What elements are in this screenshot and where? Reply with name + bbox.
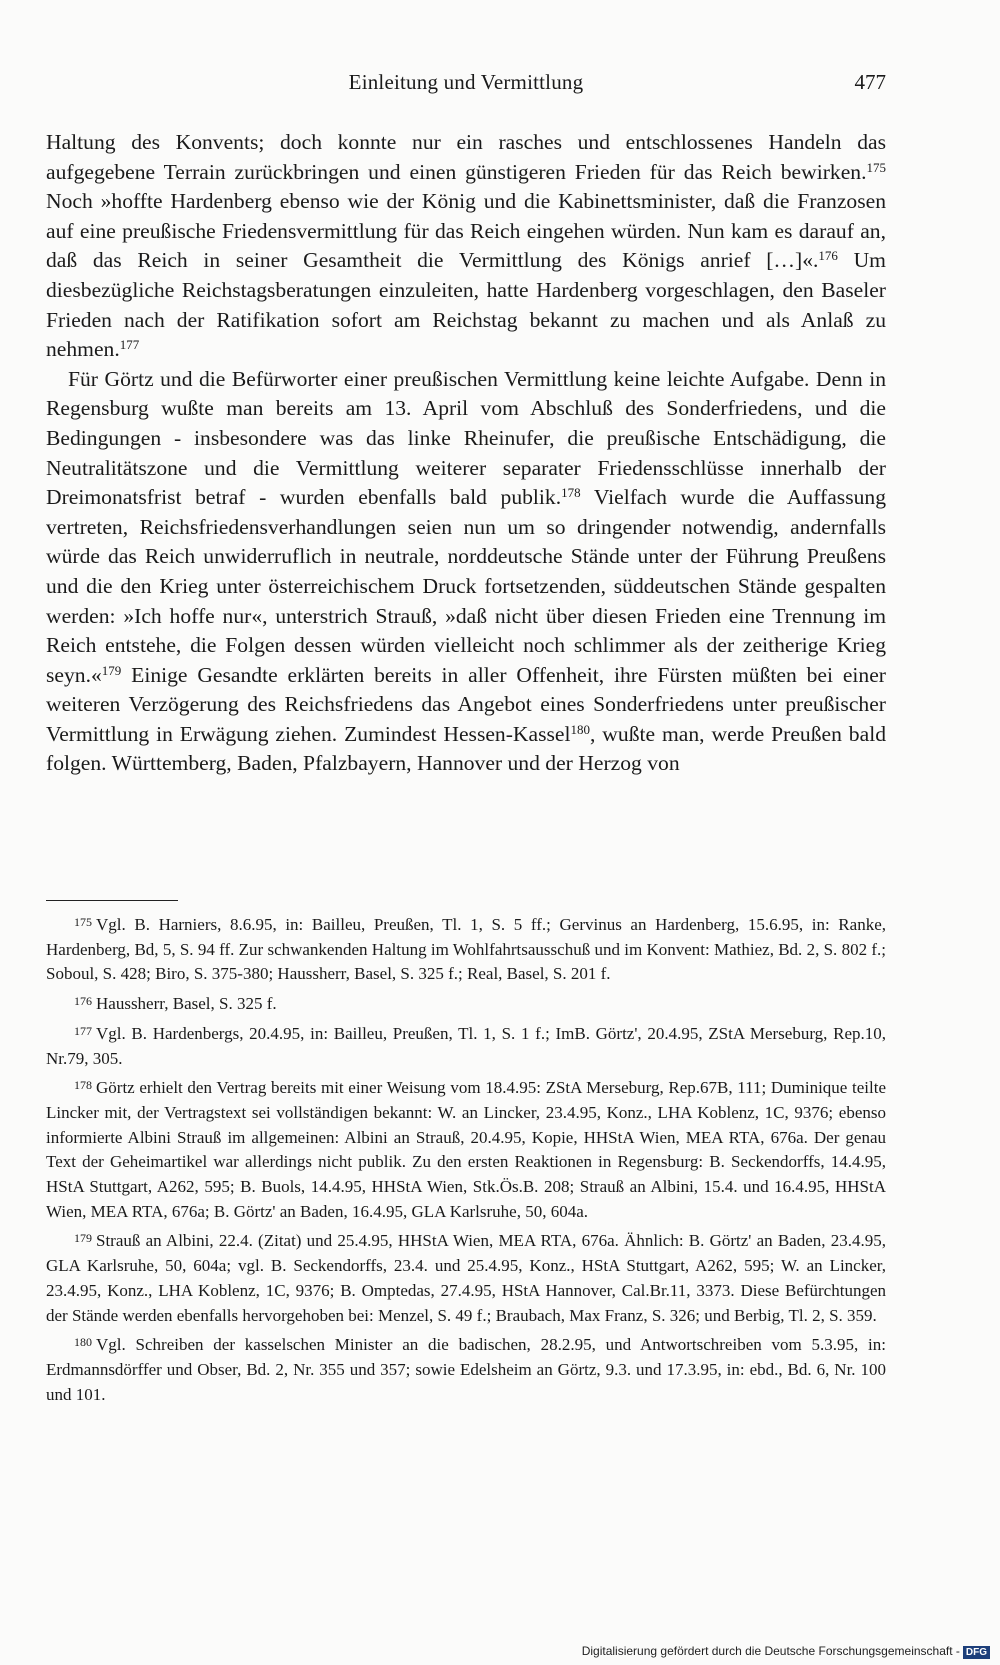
text-run: Noch »hoffte Hardenberg ebenso wie der König und die Kabinettsminister, daß die Franzosen auf eine preußische Friedensvermittlung für das Reich eingehen würden. Nun kam es darauf an, daß das Reich in seiner Gesamtheit die Vermittlung des Königs anrief […]«. — [46, 189, 886, 273]
digitization-credit — [582, 1644, 990, 1659]
footnote-number: 175 — [74, 915, 92, 929]
footnote — [46, 989, 886, 1017]
text-run: Einige Gesandte erklärten bereits in aller Offenheit, ihre Fürsten müßten bei einer weiteren Verzögerung des Reichsfriedens das Angebot eines Sonderfriedens unter preußischer Vermittlung in Erwägung ziehen. Zumindest Hessen-Kassel — [46, 662, 886, 746]
footnote — [46, 910, 886, 987]
footnote-text: Strauß an Albini, 22.4. (Zitat) und 25.4.95, HHStA Wien, MEA RTA, 676a. Ähnlich: B. Görtz' an Baden, 23.4.95, GLA Karlsruhe, 50, 604a; vgl. B. Seckendorffs, 23.4. und 25.4.95, Konz., HStA Stuttgart, A262, 595; W. an Lincker, 23.4.95, Konz., LHA Koblenz, 1C, 9376; B. Omptedas, 27.4.95, HStA Hannover, Cal.Br.11, 3373. Diese Befürchtungen der Stände werden ebenfalls hervorgehoben bei: Menzel, S. 49 f.; Braubach, Max Franz, S. 326; und Berbig, Tl. 2, S. 359. — [46, 1231, 886, 1325]
footnote-divider — [46, 900, 178, 901]
page-header — [46, 70, 886, 100]
footnote-ref: 178 — [561, 485, 581, 501]
running-title: Einleitung und Vermittlung — [348, 70, 584, 94]
text-run: Haltung des Konvents; doch konnte nur ein rasches und entschlossenes Handeln das aufgegebene Terrain zurückbringen und einen günstigeren Frieden für das Reich bewirken. — [46, 130, 886, 184]
footnote — [46, 1330, 886, 1407]
credit-text: Digitalisierung gefördert durch die Deutsche Forschungsgemeinschaft - — [581, 1644, 960, 1658]
dfg-logo: DFG — [963, 1646, 990, 1659]
text-run: Um diesbezügliche Reichstagsberatungen einzuleiten, hatte Hardenberg vorgeschlagen, den Baseler Frieden nach der Ratifikation sofort am Reichstag bekannt zu machen und als Anlaß zu nehmen. — [46, 248, 886, 362]
footnote-ref: 175 — [866, 159, 886, 175]
footnote — [46, 1226, 886, 1328]
footnote-ref: 179 — [101, 662, 122, 678]
footnote — [46, 1073, 886, 1224]
page-number: 477 — [854, 70, 886, 94]
footnote — [46, 1019, 886, 1071]
main-text — [46, 128, 886, 779]
footnote-text: Vgl. B. Hardenbergs, 20.4.95, in: Bailleu, Preußen, Tl. 1, S. 1 f.; ImB. Görtz', 20.4.95, ZStA Merseburg, Rep.10, Nr.79, 305. — [46, 1023, 886, 1068]
footnote-number: 180 — [74, 1335, 92, 1350]
footnote-number: 177 — [74, 1023, 92, 1038]
footnote-text: Haussherr, Basel, S. 325 f. — [96, 994, 277, 1014]
text-run: , wußte man, werde Preußen bald folgen. Württemberg, Baden, Pfalzbayern, Hannover und der Herzog von — [46, 721, 886, 776]
paragraph — [46, 365, 886, 779]
footnote-ref: 176 — [818, 248, 838, 264]
text-run: Für Görtz und die Befürworter einer preußischen Vermittlung keine leichte Aufgabe. Denn in Regensburg wußte man bereits am 13. April vom Abschluß des Sonderfriedens, und die Bedingungen - insbesondere was das linke Rheinufer, die preußische Entschädigung, die Neutralitätszone und die Vermittlung weiterer separater Friedensschlüsse innerhalb der Dreimonatsfrist betraf - wurden ebenfalls bald publik. — [46, 366, 886, 510]
footnote-text: Vgl. B. Harniers, 8.6.95, in: Bailleu, Preußen, Tl. 1, S. 5 ff.; Gervinus an Hardenberg, 15.6.95, in: Ranke, Hardenberg, Bd, 5, S. 94 ff. Zur schwankenden Haltung im Wohlfahrtsausschuß und im Konvent: Mathiez, Bd. 2, S. 802 f.; Soboul, S. 428; Biro, S. 375-380; Haussherr, Basel, S. 325 f.; Real, Basel, S. 201 f. — [46, 915, 886, 984]
text-run: Vielfach wurde die Auffassung vertreten, Reichsfriedensverhandlungen seien nun um so dringender notwendig, andernfalls würde das Reich unwiderruflich in neutrale, norddeutsche Stände unter der Führung Preußens und die den Krieg unter österreichischem Druck fortsetzenden, süddeutschen Stände gespalten werden: »Ich hoffe nur«, unterstrich Strauß, »daß nicht über diesen Frieden eine Trennung im Reich entstehe, die Folgen dessen würden vielleicht noch schlimmer als der zeitherige Krieg seyn.« — [46, 485, 887, 687]
footnote-number: 178 — [74, 1078, 92, 1093]
footnote-text: Vgl. Schreiben der kasselschen Minister an die badischen, 28.2.95, und Antwortschreiben vom 5.3.95, in: Erdmannsdörffer und Obser, Bd. 2, Nr. 355 und 357; sowie Edelsheim an Görtz, 9.3. und 17.3.95, in: ebd., Bd. 6, Nr. 100 und 101. — [46, 1335, 886, 1404]
footnotes — [46, 910, 886, 1409]
footnote-ref: 180 — [570, 721, 590, 737]
footnote-number: 176 — [74, 994, 92, 1009]
paragraph — [46, 128, 886, 365]
footnote-ref: 177 — [119, 337, 140, 353]
footnote-number: 179 — [74, 1231, 92, 1246]
footnote-text: Görtz erhielt den Vertrag bereits mit einer Weisung vom 18.4.95: ZStA Merseburg, Rep.67B, 111; Duminique teilte Lincker mit, der Vertragstext sei vollständigen bekannt: W. an Lincker, 23.4.95, Konz., LHA Koblenz, 1C, 9376; ebenso informierte Albini Strauß im allgemeinen: Albini an Strauß, 20.4.95, Kopie, HHStA Wien, MEA RTA, 676a. Der genau Text der Geheimartikel war allerdings nicht publik. Zu den ersten Reaktionen in Regensburg: B. Seckendorffs, 14.4.95, HStA Stuttgart, A262, 595; B. Buols, 14.4.95, HHStA Wien, Stk.Ös.B. 208; Strauß an Albini, 15.4. und 16.4.95, HHStA Wien, MEA RTA, 676a; B. Görtz' an Baden, 16.4.95, GLA Karlsruhe, 50, 604a. — [46, 1078, 886, 1221]
